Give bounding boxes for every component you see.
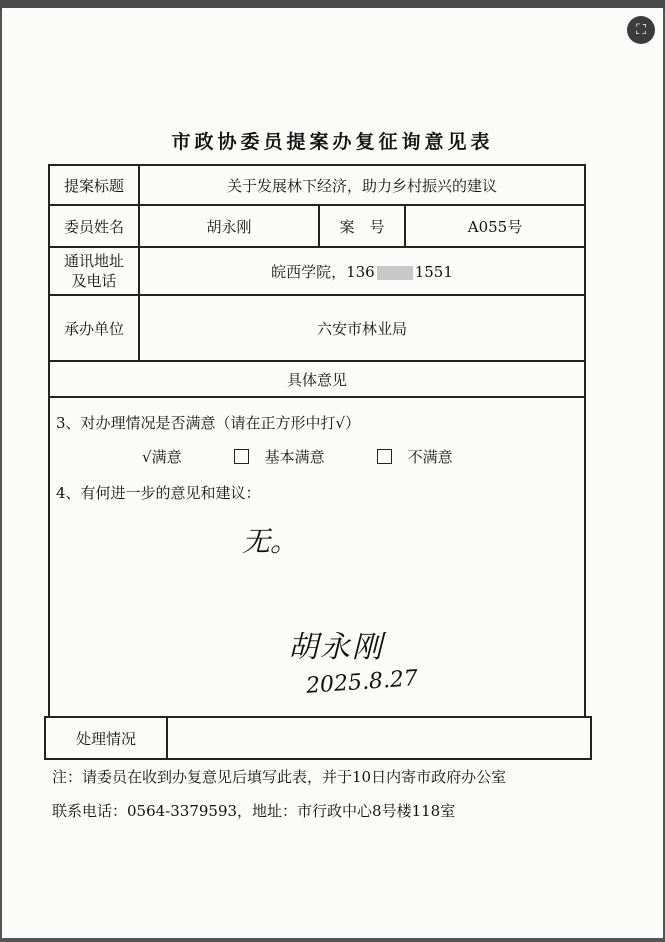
value-handling-unit: 六安市林业局 xyxy=(139,295,585,361)
label-contact-address: 通讯地址 及电话 xyxy=(49,247,139,295)
label-handling-unit: 承办单位 xyxy=(49,295,139,361)
form-table xyxy=(48,164,586,718)
label-case-number: 案 号 xyxy=(319,205,405,247)
option-basically-satisfied: 基本满意 xyxy=(264,448,325,466)
question-3: 3、对办理情况是否满意（请在正方形中打√） xyxy=(56,414,361,432)
check-satisfied[interactable]: √ xyxy=(142,447,152,466)
section-specific-opinion: 具体意见 xyxy=(49,361,585,397)
checkbox-not-satisfied[interactable] xyxy=(377,449,392,464)
handwritten-date: 2025.8.27 xyxy=(305,666,419,699)
label-processing: 处理情况 xyxy=(45,717,167,759)
question-4: 4、有何进一步的意见和建议： xyxy=(56,484,261,502)
handwritten-answer: 无。 xyxy=(242,525,299,558)
opinion-area xyxy=(49,397,585,717)
label-member-name: 委员姓名 xyxy=(49,205,139,247)
image-search-icon[interactable]: ⛶ xyxy=(627,16,655,44)
value-contact: 皖西学院，136 1551 xyxy=(139,247,585,295)
option-not-satisfied: 不满意 xyxy=(407,448,453,466)
redacted-phone-block xyxy=(377,266,413,280)
checkbox-basically-satisfied[interactable] xyxy=(234,449,249,464)
option-satisfied: 满意 xyxy=(151,448,182,466)
value-case-number: A055号 xyxy=(405,205,585,247)
value-proposal-title: 关于发展林下经济，助力乡村振兴的建议 xyxy=(139,165,585,205)
footer-note: 注：请委员在收到办复意见后填写此表，并于10日内寄市政府办公室 xyxy=(52,768,507,786)
handwritten-signature: 胡永刚 xyxy=(288,630,384,665)
footer-contact: 联系电话：0564-3379593，地址：市行政中心8号楼118室 xyxy=(52,802,456,820)
label-proposal-title: 提案标题 xyxy=(49,165,139,205)
satisfaction-options xyxy=(142,446,453,467)
processing-table xyxy=(44,716,592,760)
value-member-name: 胡永刚 xyxy=(139,205,319,247)
value-processing xyxy=(167,717,591,759)
bottom-band xyxy=(0,938,665,942)
form-title: 市政协委员提案办复征询意见表 xyxy=(171,131,494,153)
